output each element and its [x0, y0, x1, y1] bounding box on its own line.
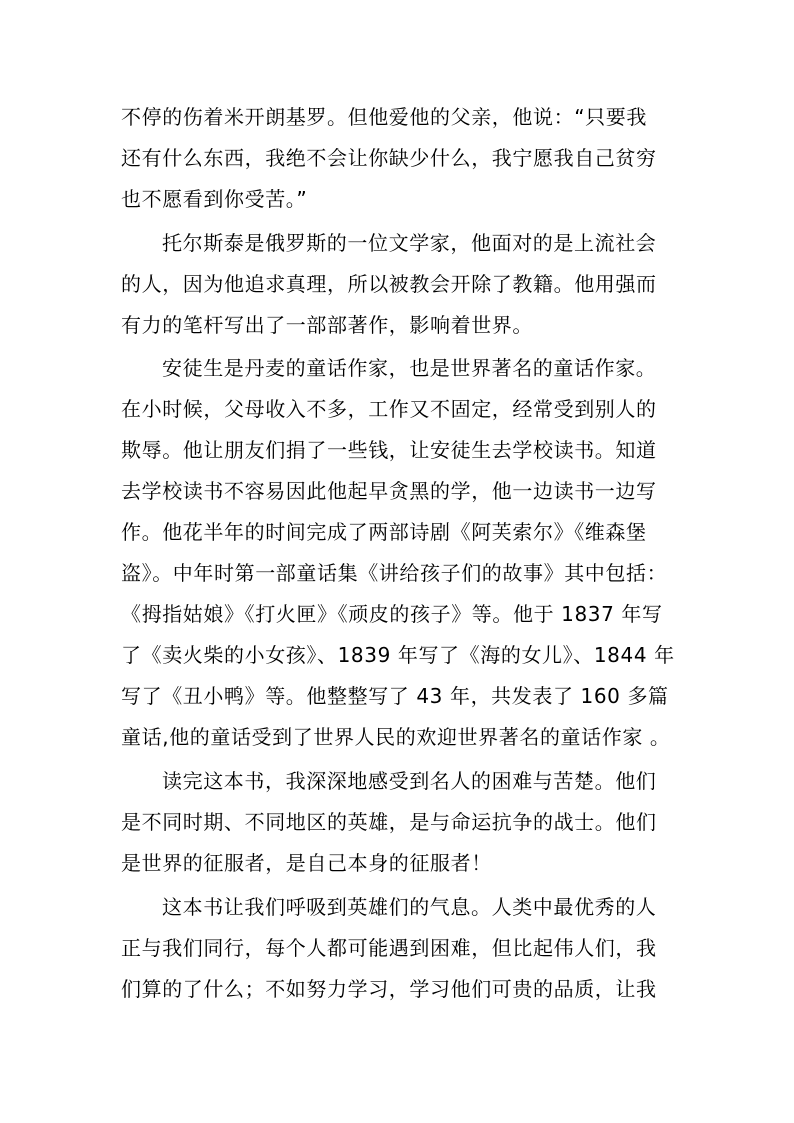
text-line: 《拇指姑娘》《打火匣》《顽皮的孩子》等。他于 1837 年写	[121, 602, 663, 626]
text-line: 去学校读书不容易因此他起早贪黑的学，他一边读书一边写	[121, 479, 657, 503]
text-line: 的人，因为他追求真理，所以被教会开除了教籍。他用强而	[121, 272, 657, 296]
text-line: 们算的了什么；不如努力学习，学习他们可贵的品质，让我	[121, 977, 657, 1001]
text-line: 读完这本书，我深深地感受到名人的困难与苦楚。他们	[162, 769, 657, 793]
text-line: 这本书让我们呼吸到英雄们的气息。人类中最优秀的人	[162, 895, 657, 919]
text-line: 在小时候，父母收入不多，工作又不固定，经常受到别人的	[121, 397, 657, 421]
text-line: 安徒生是丹麦的童话作家，也是世界著名的童话作家。	[162, 356, 657, 380]
text-line: 是不同时期、不同地区的英雄，是与命运抗争的战士。他们	[121, 810, 657, 834]
text-line: 有力的笔杆写出了一部部著作，影响着世界。	[121, 313, 533, 337]
text-line: 写了《丑小鸭》等。他整整写了 43 年，共发表了 160 多篇	[121, 684, 669, 708]
text-line: 欺辱。他让朋友们捐了一些钱，让安徒生去学校读书。知道	[121, 438, 657, 462]
text-line: 托尔斯泰是俄罗斯的一位文学家，他面对的是上流社会	[162, 231, 657, 255]
text-line: 作。他花半年的时间完成了两部诗剧《阿芙索尔》《维森堡	[121, 520, 647, 544]
text-line: 盗》。中年时第一部童话集《讲给孩子们的故事》其中包括：	[121, 561, 668, 585]
text-line: 也不愿看到你受苦。”	[121, 187, 308, 211]
text-line: 是世界的征服者，是自己本身的征服者！	[121, 851, 492, 875]
text-line: 还有什么东西，我绝不会让你缺少什么，我宁愿我自己贫穷	[121, 146, 657, 170]
text-line: 正与我们同行，每个人都可能遇到困难，但比起伟人们，我	[121, 936, 657, 960]
text-line: 不停的伤着米开朗基罗。但他爱他的父亲，他说：“只要我	[121, 105, 647, 129]
text-line: 童话,他的童话受到了世界人民的欢迎世界著名的童话作家 。	[121, 725, 671, 749]
text-line: 了《卖火柴的小女孩》、1839 年写了《海的女儿》、1844 年	[121, 643, 675, 667]
